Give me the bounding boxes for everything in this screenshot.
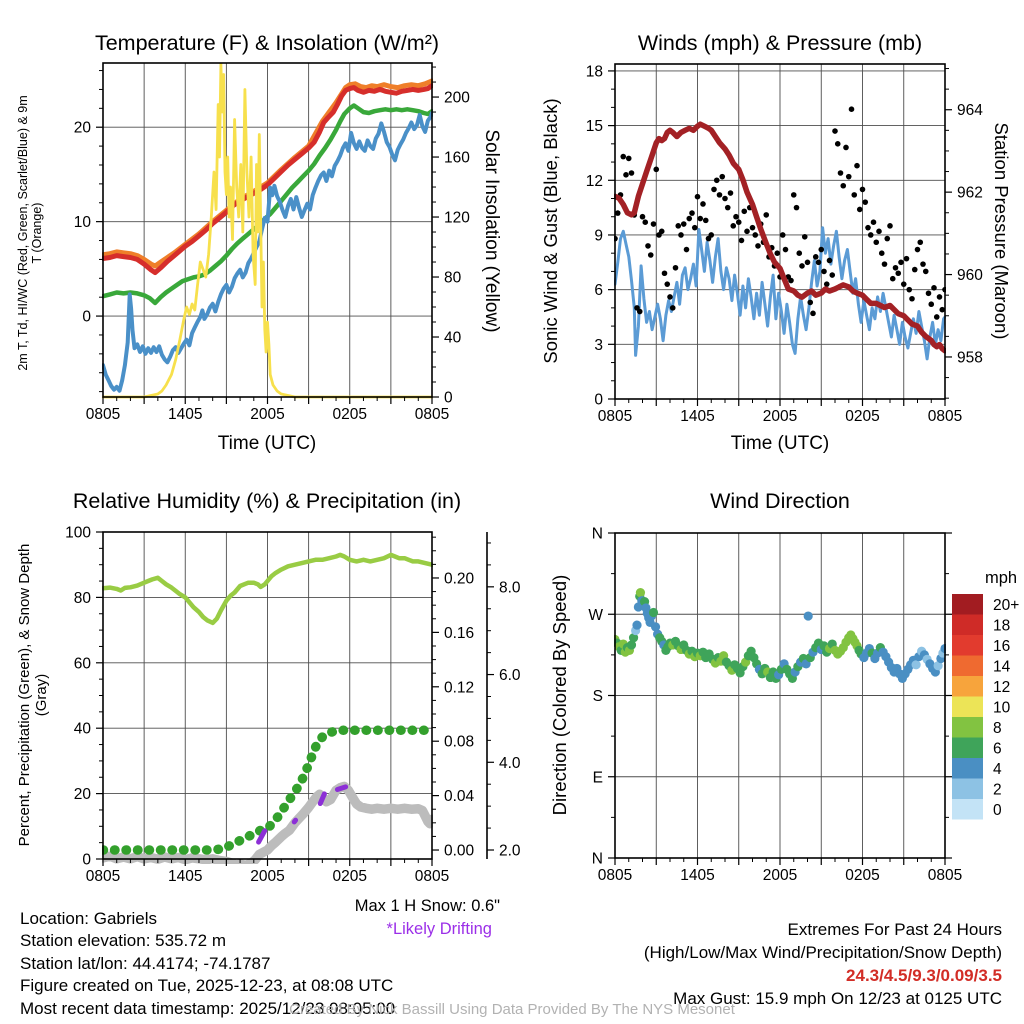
svg-text:S: S [592,688,603,705]
svg-text:0: 0 [82,851,91,869]
svg-text:80: 80 [73,589,91,607]
svg-text:964: 964 [957,102,983,120]
humidity-precip-plot [65,525,521,886]
svg-text:40: 40 [73,720,91,738]
extremes-values: 24.3/4.5/9.3/0.09/3.5 [846,966,1002,985]
svg-text:14: 14 [993,658,1011,676]
chart-title-humidity: Relative Humidity (%) & Precipitation (in) [72,489,462,513]
svg-text:1405: 1405 [680,867,715,884]
svg-text:0805: 0805 [85,406,121,423]
figure-created: Figure created on Tue, 2025-12-23, at 08:08 UTC [20,976,394,996]
station-elevation: Station elevation: 535.72 m [20,931,227,951]
svg-text:100: 100 [65,524,91,542]
station-latlon: Station lat/lon: 44.4174; -74.1787 [20,953,271,973]
svg-text:0205: 0205 [332,868,367,885]
svg-text:4: 4 [993,760,1002,778]
svg-text:0: 0 [594,391,603,409]
svg-text:20+: 20+ [993,596,1020,614]
svg-text:18: 18 [993,617,1011,635]
svg-text:0805: 0805 [85,868,121,885]
svg-text:60: 60 [73,655,91,673]
svg-text:0: 0 [444,389,453,407]
svg-text:20: 20 [73,786,91,804]
y-axis-label-temperature: 2m T, Td, HI/WC (Red, Green, Scarlet/Blue) & 9m T (Orange) [15,95,44,371]
svg-text:0805: 0805 [927,408,963,425]
colorbar-title: mph [985,569,1018,587]
svg-text:10: 10 [73,214,91,232]
svg-text:2005: 2005 [250,868,285,885]
svg-text:200: 200 [444,89,470,107]
svg-text:8.0: 8.0 [499,579,521,597]
svg-text:0.04: 0.04 [444,788,475,806]
svg-text:0805: 0805 [597,408,633,425]
svg-text:6: 6 [993,740,1002,758]
svg-text:0: 0 [82,308,91,326]
svg-text:6: 6 [594,282,603,300]
speed-colorbar [952,594,1019,820]
svg-text:2005: 2005 [762,867,798,884]
svg-text:1405: 1405 [168,406,203,423]
svg-text:0.12: 0.12 [444,679,475,697]
svg-text:2: 2 [993,781,1002,799]
svg-text:1405: 1405 [168,868,203,885]
svg-text:0205: 0205 [845,867,880,884]
svg-text:E: E [592,769,603,787]
svg-text:960: 960 [957,267,983,285]
svg-text:0805: 0805 [597,867,633,884]
station-location: Location: Gabriels [20,909,158,928]
svg-text:40: 40 [444,329,462,347]
likely-drifting-note: *Likely Drifting [386,920,492,938]
wind-direction-plot [588,526,962,885]
svg-text:9: 9 [594,227,603,245]
svg-text:0.20: 0.20 [444,570,475,588]
y-axis-label-pressure: Station Pressure (Maroon) [991,122,1012,340]
svg-text:N: N [591,525,603,543]
svg-text:962: 962 [957,184,983,202]
svg-text:2005: 2005 [762,408,798,425]
svg-text:W: W [588,606,603,624]
svg-text:0805: 0805 [414,868,450,885]
svg-text:20: 20 [73,119,91,137]
svg-text:0: 0 [993,801,1002,819]
svg-text:N: N [591,850,603,868]
svg-text:15: 15 [585,118,603,136]
svg-text:80: 80 [444,269,462,287]
chart-title-temperature: Temperature (F) & Insolation (W/m²) [94,31,440,55]
svg-text:12: 12 [993,678,1011,696]
svg-text:0.16: 0.16 [444,624,475,642]
svg-text:6.0: 6.0 [499,667,521,685]
svg-text:10: 10 [993,699,1011,717]
svg-text:8: 8 [993,719,1002,737]
max-gust-note: Max Gust: 15.9 mph On 12/23 at 0125 UTC [673,989,1002,1008]
y-axis-label-insolation: Solar Insolation (Yellow) [481,129,502,333]
svg-text:0205: 0205 [845,408,880,425]
svg-text:0.08: 0.08 [444,733,475,751]
svg-text:16: 16 [993,637,1011,655]
svg-text:160: 160 [444,149,470,167]
chart-title-winds: Winds (mph) & Pressure (mb) [637,31,923,55]
svg-text:0805: 0805 [927,867,963,884]
svg-text:2.0: 2.0 [499,842,521,860]
svg-text:18: 18 [585,63,603,81]
svg-text:2005: 2005 [250,406,285,423]
y-axis-label-sonic-wind: Sonic Wind & Gust (Blue, Black) [540,98,561,364]
svg-text:1405: 1405 [680,408,715,425]
svg-text:120: 120 [444,209,470,227]
y-axis-label-percent-precip-snow: Percent, Precipitation (Green), & Snow Depth (Gray) [16,543,50,847]
temperature-insolation-plot [74,63,470,423]
svg-text:0805: 0805 [414,406,450,423]
max-snow-note: Max 1 H Snow: 0.6" [354,897,500,915]
winds-pressure-plot [586,63,983,425]
svg-text:0.00: 0.00 [444,842,475,860]
svg-text:4.0: 4.0 [499,754,521,772]
data-timestamp: Most recent data timestamp: 2025/12/23 08:05:00 [20,998,396,1018]
x-axis-label-time-2: Time (UTC) [730,433,830,454]
svg-text:0205: 0205 [332,406,367,423]
svg-text:3: 3 [594,336,603,354]
x-axis-label-time-1: Time (UTC) [217,433,317,454]
extremes-subtitle: (High/Low/Max Wind/Precipitation/Snow Depth) [643,943,1002,962]
chart-title-wind-direction: Wind Direction [710,489,850,513]
svg-text:958: 958 [957,349,983,367]
extremes-title: Extremes For Past 24 Hours [787,920,1002,939]
y-axis-label-direction: Direction (Colored By Speed) [549,574,570,816]
extremes-block [560,918,1002,1010]
svg-text:12: 12 [585,172,603,190]
credit-line: Created By Nick Bassill Using Data Provided By The NYS Mesonet [289,1001,735,1018]
